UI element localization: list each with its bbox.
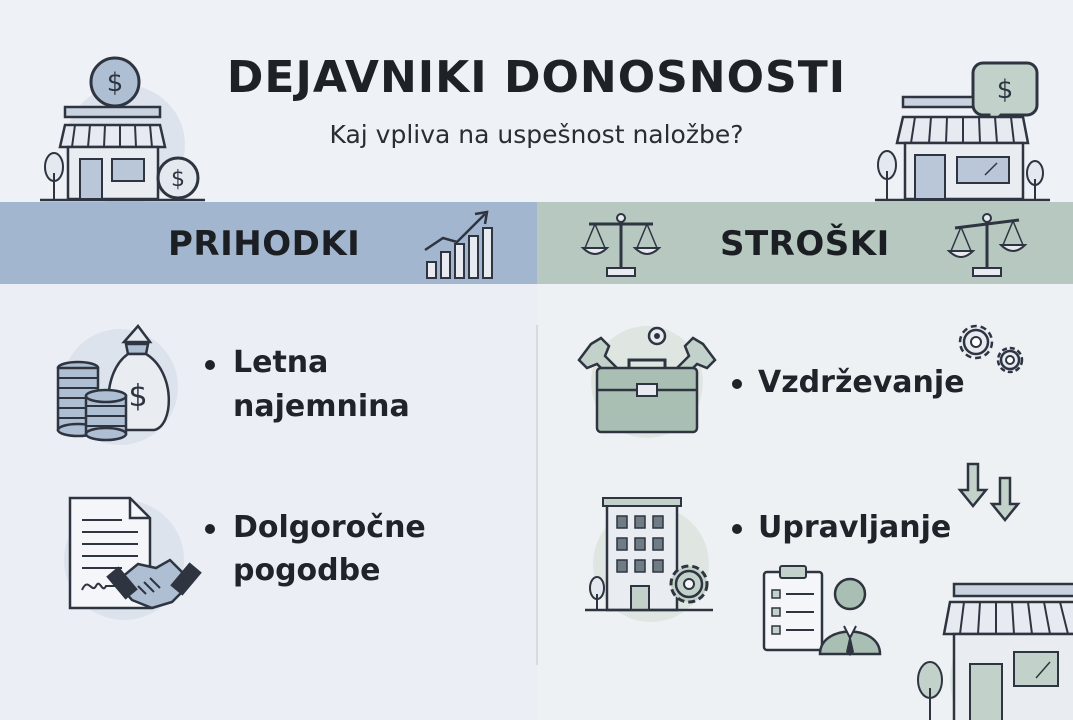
svg-text:$: $ — [996, 75, 1014, 105]
income-label: PRIHODKI — [168, 224, 361, 264]
toolbox-icon — [585, 320, 710, 440]
income-item-rent-line1: Letna — [233, 345, 329, 380]
income-header-band — [0, 202, 537, 284]
svg-text:$: $ — [171, 167, 185, 192]
bullet-dot — [732, 379, 742, 389]
bullet-dot — [205, 524, 215, 534]
shop-icon — [910, 580, 1073, 720]
page-title: DEJAVNIKI DONOSNOSTI — [226, 52, 847, 103]
down-arrows-icon — [958, 462, 1028, 524]
svg-text:$: $ — [128, 379, 148, 414]
contract-handshake-icon — [52, 490, 202, 625]
building-gear-icon — [585, 494, 720, 624]
scales-icon — [947, 210, 1027, 280]
costs-item-management: Upravljanje — [758, 510, 952, 545]
shop-coins-icon — [40, 55, 210, 205]
clipboard-manager-icon — [760, 562, 885, 660]
gears-icon — [950, 318, 1030, 380]
costs-header-band — [537, 202, 1073, 284]
divider — [536, 325, 538, 665]
costs-label: STROŠKI — [720, 224, 890, 264]
page-subtitle: Kaj vpliva na uspešnost naložbe? — [329, 120, 744, 149]
income-item-contracts-line1: Dolgoročne — [233, 510, 426, 545]
bullet-dot — [205, 360, 215, 370]
svg-text:$: $ — [106, 68, 124, 98]
scales-icon — [581, 210, 661, 280]
bullet-dot — [732, 524, 742, 534]
costs-item-maintenance: Vzdrževanje — [758, 365, 965, 400]
income-item-contracts-line2: pogodbe — [233, 553, 381, 588]
money-bag-coins-icon — [52, 322, 182, 447]
shop-speech-bubble-icon — [875, 55, 1055, 205]
income-item-rent-line2: najemnina — [233, 389, 410, 424]
growth-chart-icon — [423, 210, 493, 280]
